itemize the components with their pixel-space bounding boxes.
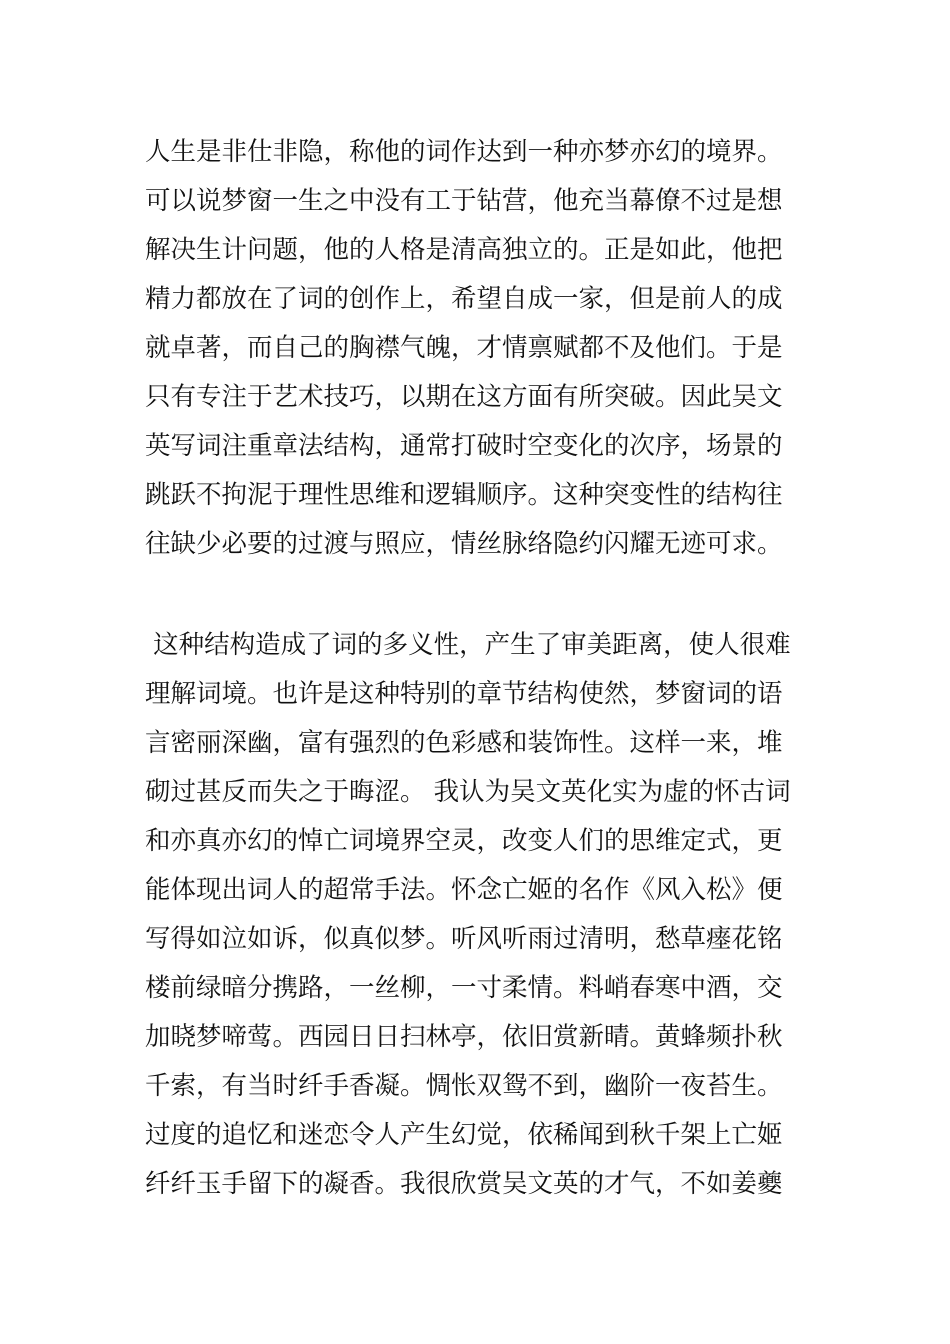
- text-line: 解决生计问题，他的人格是清高独立的。正是如此，他把: [145, 235, 783, 265]
- text-line: 精力都放在了词的创作上，希望自成一家，但是前人的成: [145, 284, 783, 314]
- text-line: 加晓梦啼莺。西园日日扫林亭，依旧赏新晴。黄蜂频扑秋: [145, 1022, 783, 1052]
- text-line: 英写词注重章法结构，通常打破时空变化的次序，场景的: [145, 431, 783, 461]
- text-line: 人生是非仕非隐，称他的词作达到一种亦梦亦幻的境界。: [145, 137, 783, 167]
- text-line: 千索，有当时纤手香凝。惆怅双鸳不到，幽阶一夜苔生。: [145, 1071, 783, 1101]
- text-line: 跳跃不拘泥于理性思维和逻辑顺序。这种突变性的结构往: [145, 480, 783, 510]
- text-line: 和亦真亦幻的悼亡词境界空灵，改变人们的思维定式，更: [145, 826, 783, 856]
- text-line: 理解词境。也许是这种特别的章节结构使然，梦窗词的语: [145, 679, 783, 709]
- text-line: 过度的追忆和迷恋令人产生幻觉，依稀闻到秋千架上亡姬: [145, 1120, 783, 1150]
- text-line: 砌过甚反而失之于晦涩。 我认为吴文英化实为虚的怀古词: [145, 777, 791, 807]
- text-line: 纤纤玉手留下的凝香。我很欣赏吴文英的才气，不如姜夔: [145, 1169, 783, 1199]
- text-line: 能体现出词人的超常手法。怀念亡姬的名作《风入松》便: [145, 875, 783, 905]
- text-line: 楼前绿暗分携路，一丝柳，一寸柔情。料峭春寒中酒，交: [145, 973, 783, 1003]
- paragraph-1: [145, 128, 813, 569]
- text-line: 写得如泣如诉，似真似梦。听风听雨过清明，愁草瘗花铭: [145, 924, 783, 954]
- text-line: 往缺少必要的过渡与照应，情丝脉络隐约闪耀无迹可求。: [145, 529, 783, 559]
- text-line: 只有专注于艺术技巧，以期在这方面有所突破。因此吴文: [145, 382, 783, 412]
- text-line: 这种结构造成了词的多义性，产生了审美距离，使人很难: [145, 630, 791, 660]
- text-line: 可以说梦窗一生之中没有工于钻营，他充当幕僚不过是想: [145, 186, 783, 216]
- text-line: 就卓著，而自己的胸襟气魄，才情禀赋都不及他们。于是: [145, 333, 783, 363]
- text-line: 言密丽深幽，富有强烈的色彩感和装饰性。这样一来，堆: [145, 728, 783, 758]
- paragraph-2: [145, 621, 813, 1209]
